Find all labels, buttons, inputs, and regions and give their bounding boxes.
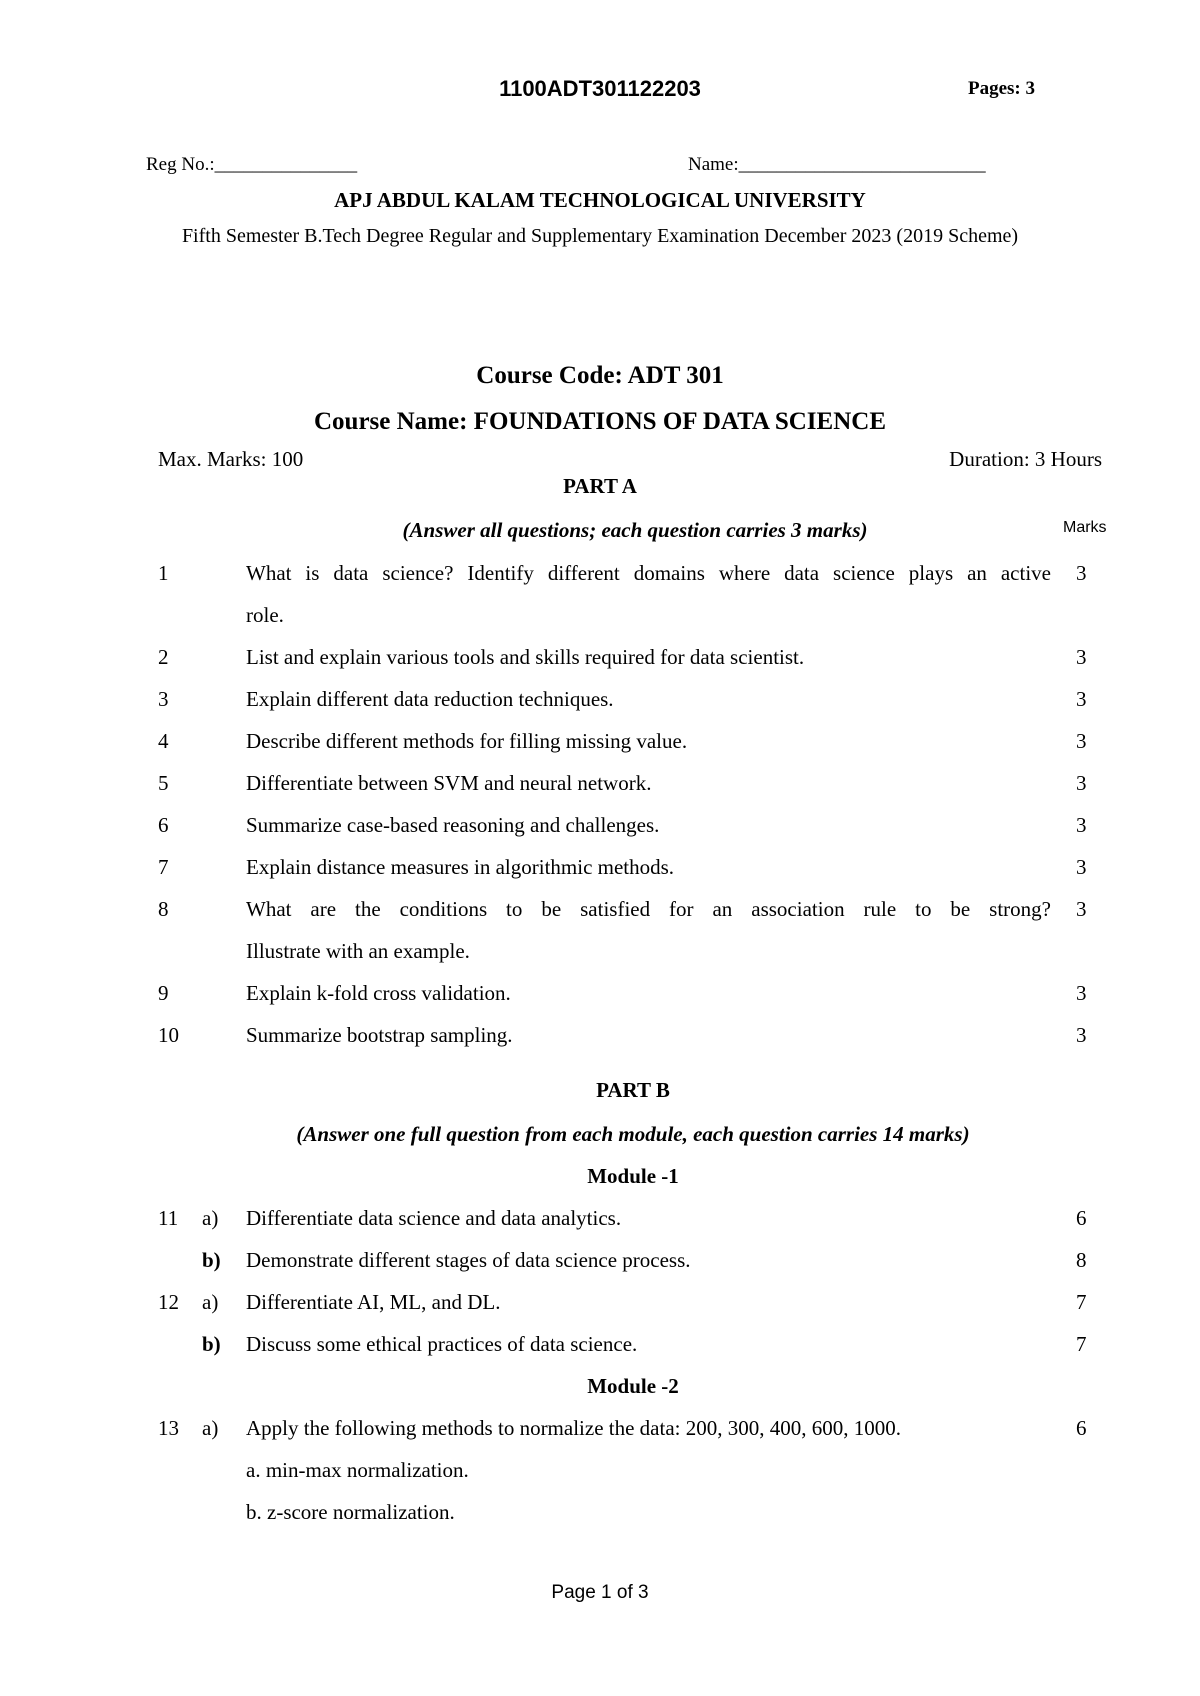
question-number: 10 xyxy=(158,1023,179,1047)
question-text: List and explain various tools and skills required for data scientist. xyxy=(246,645,805,669)
name-field: Name:__________________________ xyxy=(688,154,986,175)
question-marks: 8 xyxy=(1076,1248,1087,1272)
question-number: 7 xyxy=(158,855,169,879)
question-marks: 6 xyxy=(1076,1416,1087,1440)
question-marks: 7 xyxy=(1076,1332,1087,1356)
question-text: Discuss some ethical practices of data science. xyxy=(246,1332,638,1356)
pages-count: Pages: 3 xyxy=(968,78,1036,99)
question-number: 4 xyxy=(158,729,169,753)
reg-no-field: Reg No.:_______________ xyxy=(146,154,358,175)
page-footer: Page 1 of 3 xyxy=(551,1582,649,1603)
marks-header: Marks xyxy=(1063,519,1107,536)
question-text: Summarize bootstrap sampling. xyxy=(246,1023,513,1047)
question-subitem: b. z-score normalization. xyxy=(246,1500,455,1524)
question-text: Explain different data reduction techniques. xyxy=(246,687,614,711)
question-number: 6 xyxy=(158,813,169,837)
question-text: Differentiate between SVM and neural network. xyxy=(246,771,652,795)
question-text: Explain distance measures in algorithmic methods. xyxy=(246,855,675,879)
question-text: Differentiate AI, ML, and DL. xyxy=(246,1290,501,1314)
subpart-label: b) xyxy=(202,1248,221,1272)
subpart-label: b) xyxy=(202,1332,221,1356)
duration: Duration: 3 Hours xyxy=(949,447,1102,471)
question-marks: 3 xyxy=(1076,1023,1087,1047)
question-text: What are the conditions to be satisfied for an association rule to be strong? xyxy=(246,897,1051,921)
module-1-title: Module -1 xyxy=(587,1164,679,1188)
question-text: Explain k-fold cross validation. xyxy=(246,981,511,1005)
question-text-continued: Illustrate with an example. xyxy=(246,939,470,963)
question-number: 8 xyxy=(158,897,169,921)
question-text: Demonstrate different stages of data science process. xyxy=(246,1248,691,1272)
question-marks: 3 xyxy=(1076,561,1087,585)
exam-title: Fifth Semester B.Tech Degree Regular and Supplementary Examination December 2023 (2019 Scheme) xyxy=(181,225,1019,247)
question-number: 11 xyxy=(158,1206,179,1230)
question-text: Apply the following methods to normalize the data: 200, 300, 400, 600, 1000. xyxy=(246,1416,901,1440)
max-marks: Max. Marks: 100 xyxy=(158,447,304,471)
subpart-label: a) xyxy=(202,1416,219,1440)
question-subitem: a. min-max normalization. xyxy=(246,1458,469,1482)
university-name: APJ ABDUL KALAM TECHNOLOGICAL UNIVERSITY xyxy=(334,188,866,212)
question-marks: 3 xyxy=(1076,897,1087,921)
course-code: Course Code: ADT 301 xyxy=(476,362,724,389)
module-2-title: Module -2 xyxy=(587,1374,679,1398)
part-a-instruction: (Answer all questions; each question carries 3 marks) xyxy=(402,518,868,542)
question-marks: 7 xyxy=(1076,1290,1087,1314)
question-marks: 6 xyxy=(1076,1206,1087,1230)
question-text-continued: role. xyxy=(246,603,284,627)
question-marks: 3 xyxy=(1076,813,1087,837)
question-marks: 3 xyxy=(1076,855,1087,879)
part-b-title: PART B xyxy=(596,1078,670,1102)
question-marks: 3 xyxy=(1076,981,1087,1005)
paper-code: 1100ADT301122203 xyxy=(499,76,701,101)
question-number: 9 xyxy=(158,981,169,1005)
question-text: Describe different methods for filling missing value. xyxy=(246,729,688,753)
question-number: 2 xyxy=(158,645,169,669)
subpart-label: a) xyxy=(202,1290,219,1314)
question-marks: 3 xyxy=(1076,687,1087,711)
subpart-label: a) xyxy=(202,1206,219,1230)
question-text: What is data science? Identify different domains where data science plays an active xyxy=(246,561,1051,585)
question-number: 5 xyxy=(158,771,169,795)
question-marks: 3 xyxy=(1076,771,1087,795)
question-number: 1 xyxy=(158,561,169,585)
question-number: 13 xyxy=(158,1416,179,1440)
course-name: Course Name: FOUNDATIONS OF DATA SCIENCE xyxy=(314,408,886,435)
part-b-instruction: (Answer one full question from each module, each question carries 14 marks) xyxy=(296,1122,970,1146)
question-text: Differentiate data science and data analytics. xyxy=(246,1206,622,1230)
question-number: 3 xyxy=(158,687,169,711)
question-text: Summarize case-based reasoning and challenges. xyxy=(246,813,660,837)
question-marks: 3 xyxy=(1076,645,1087,669)
question-marks: 3 xyxy=(1076,729,1087,753)
part-a-title: PART A xyxy=(563,474,637,498)
question-number: 12 xyxy=(158,1290,179,1314)
